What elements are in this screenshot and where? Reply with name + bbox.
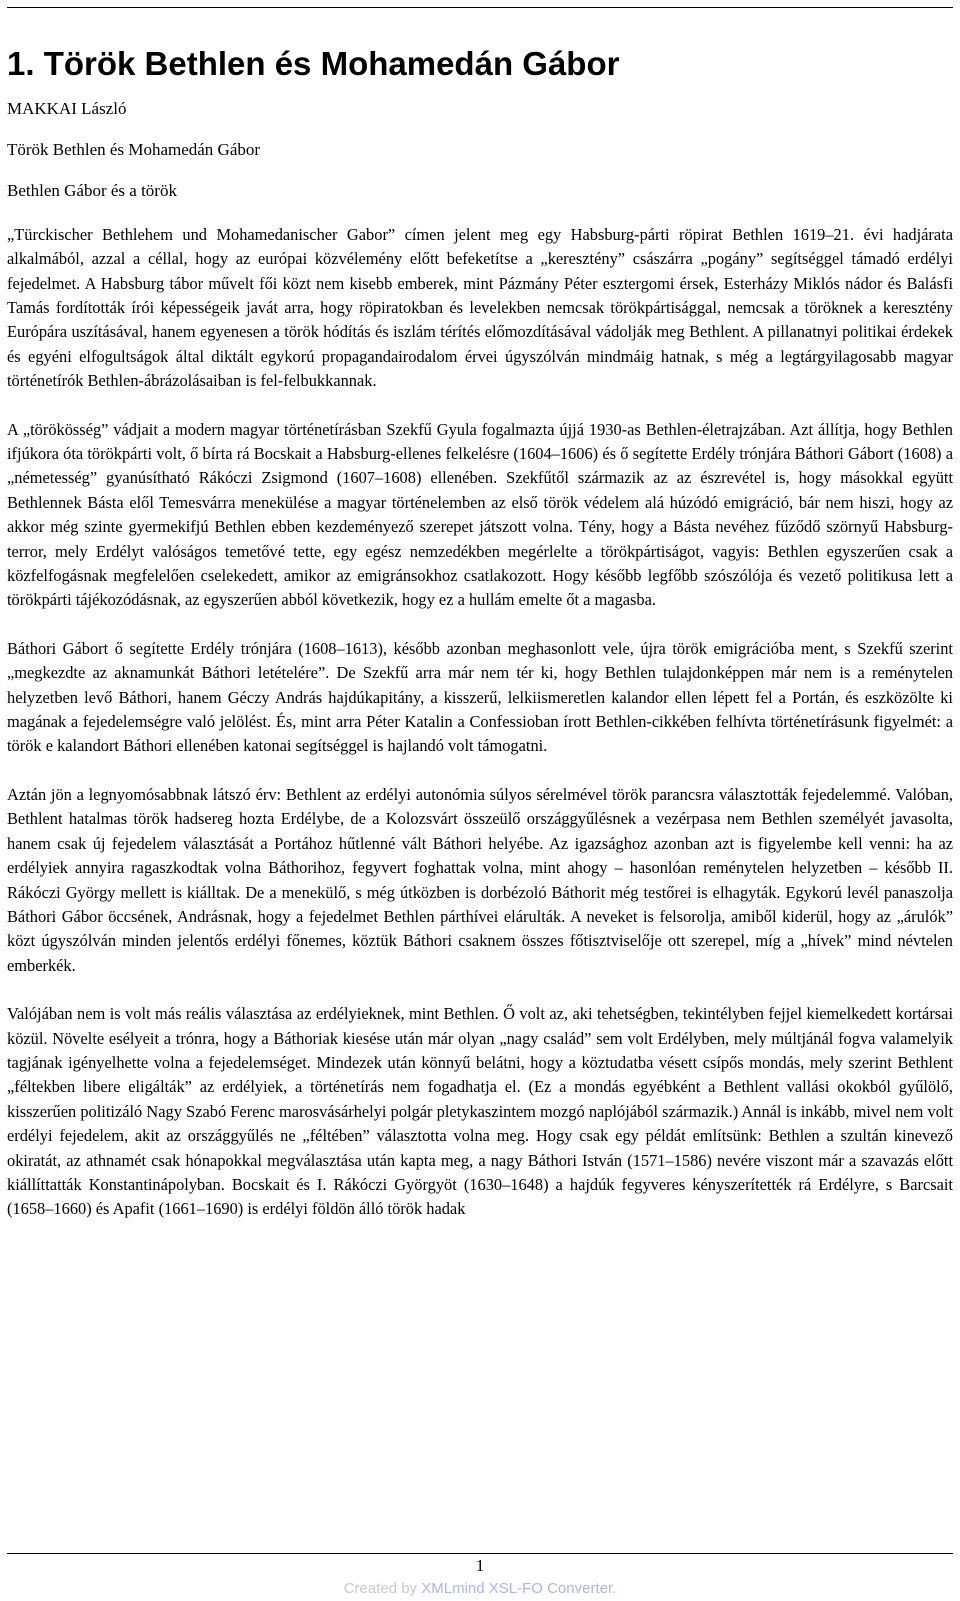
author-line: MAKKAI László: [7, 98, 127, 118]
document-title: 1. Török Bethlen és Mohamedán Gábor: [7, 45, 620, 82]
body-paragraph: „Türckischer Bethlehem und Mohamedanischer Gabor” címen jelent meg egy Habsburg-párti röpirat Bethlen 1619–21. évi hadjárata alkalmából, azzal a céllal, hogy az európai közvélemény előtt befeketítse a „keresztény” császárra „pogány” segítséggel támadó erdélyi fejedelmet. A Habsburg tábor művelt fői közt nem kisebb emberek, mint Pázmány Péter esztergomi érsek, Esterházy Miklós nádor és Balásfi Tamás fordították írói képességeik javát arra, hogy röpiratokban és levelekben nemcsak törökpártisággal, nemcsak a töröknek a keresztény Európára uszításával, hanem egyenesen a török hódítás és iszlám térítés előmozdításával vádolják meg Bethlent. A pillanatnyi politikai érdekek és egyéni elfogultságok által diktált egykorú propagandairodalom érvei úgyszólván mindmáig hatnak, s még a legtárgyilagosabb magyar történetírók Bethlen-ábrázolásaiban is fel-felbukkannak.: [7, 224, 953, 391]
body-paragraph: Báthori Gábort ő segítette Erdély trónjára (1608–1613), később azonban meghasonlott vele, újra török emigrációba ment, s Szekfű szerint „megkezdte az aknamunkát Báthori letételére”. De Szekfű arra már nem tér ki, hogy Bethlen tulajdonképpen már nem is a reménytelen helyzetben levő Báthori, hanem Géczy András hajdúkapitány, a kisszerű, lelkiismeretlen kalandor ellen lépett fel a Portán, és eszközölte ki magának a fejedelemségre való jelölést. És, mint arra Péter Katalin a Confessioban írott Bethlen-cikkében felhívta történetírásunk figyelmét: a török e kalandort Báthori ellenében katonai segítséggel is hajlandó volt támogatni.: [7, 638, 953, 756]
body-paragraph: Valójában nem is volt más reális választása az erdélyieknek, mint Bethlen. Ő volt az, aki tehetségben, tekintélyben fejjel kiemelkedett kortársai közül. Növelte esélyeit a trónra, hogy a Báthoriak kiesése után már olyan „nagy család” sem volt Erdélyben, mely múltjánál fogva valamelyik tagjának igényelhette volna a fejedelemséget. Mindezek után könnyű belátni, hogy a köztudatba vésett csípős mondás, mely szerint Bethlent „féltekben libere eligálták” az erdélyiek, a történetírás nem fogadhatja el. (Ez a mondás egyébként a Bethlent vallási okokból gyűlölő, kisszerűen politizáló Nagy Szabó Ferenc marosvásárhelyi polgár pletykaszintem mozgó naplójából származik.) Annál is inkább, mivel nem volt erdélyi fejedelem, akit az országgyűlés ne „féltében” választotta volna meg. Hogy csak egy példát említsünk: Bethlen a szultán kinevező okiratát, az athnamét csak hónapokkal megválasztása után kapta meg, a nagy Báthori István (1571–1586) nevére viszont már a szavazás előtt kiállíttatták Konstantinápolyban. Bocskait és I. Rákóczi Györgyöt (1630–1648) a hajdúk fegyveres kényszerítették rá Erdélyre, s Barcsait (1658–1660) és Apafit (1661–1690) is erdélyi földön álló török hadak: [7, 1004, 953, 1219]
credit-prefix: Created by: [343, 1580, 422, 1597]
converter-credit: [0, 1580, 960, 1597]
page-number: 1: [475, 1556, 485, 1575]
subtitle-line: Török Bethlen és Mohamedán Gábor: [7, 139, 261, 159]
credit-suffix: .: [612, 1580, 617, 1597]
converter-link[interactable]: XMLmind XSL-FO Converter: [421, 1580, 613, 1597]
body-paragraph: A „törökösség” vádjait a modern magyar történetírásban Szekfű Gyula fogalmazta újjá 1930-as Bethlen-életrajzában. Azt állítja, hogy Bethlen ifjúkora óta törökpárti volt, ő bírta rá Bocskait a Habsburg-ellenes felkelésre (1604–1606) és ő segítette Erdély trónjára Báthori Gábort (1608) a „németesség” gyanúsítható Rákóczi Zsigmond (1607–1608) ellenében. Szekfűtől származik az az észrevétel is, hogy másokkal együtt Bethlennek Básta elől Temesvárra menekülése a magyar történelemben az első török védelem alá húzódó emigráció, bár nem hiszi, hogy az akkor még szinte gyermekifjú Bethlen ebben kezdeményező szerepet játszott volna. Tény, hogy a Básta nevéhez fűződő szörnyű Habsburg-terror, mely Erdélyt valóságos temetővé tette, egy egész nemzedékben megérlelte a törökpártiságot, vagyis: Bethlen egyszerűen csak a közfelfogásnak megfelelően cselekedett, amikor az emigránsokhoz csatlakozott. Hogy később legfőbb szószólója és vezető politikusa lett a törökpárti tájékozódásnak, az egyszerűen abból következik, hogy ez a hullám emelte őt a magasba.: [7, 419, 953, 610]
section-heading: Bethlen Gábor és a török: [7, 181, 177, 201]
footer-rule: [7, 1553, 953, 1554]
top-rule: [7, 7, 953, 8]
body-paragraph: Aztán jön a legnyomósabbnak látszó érv: Bethlent az erdélyi autonómia súlyos sérelmével török parancsra választották fejedelemmé. Valóban, Bethlent hatalmas török hadsereg hozta Erdélybe, de a Kolozsvárt összeülő országgyűlésnek a vezérpasa nem Bethlen személyét javasolta, hanem csak új fejedelem választását a Portához hűtlenné vált Báthori helyébe. Az igazsághoz azonban azt is figyelembe kell venni: ha az erdélyiek annyira ragaszkodtak volna Báthorihoz, fegyvert foghattak volna, mint ahogy – hasonlóan reménytelen helyzetben – később II. Rákóczi György mellett is kiálltak. De a menekülő, s még útközben is dorbézoló Báthorit még testőrei is elhagyták. Egykorú levél panaszolja Báthori Gábor öccsének, Andrásnak, hogy a fejedelmet Bethlen párthívei elárulták. A neveket is felsorolja, amiből kiderül, hogy az „árulók” közt úgyszólván minden jelentős erdélyi főnemes, köztük Báthori csaknem összes főtisztviselője ott szerepel, míg a „hívek” mind névtelen emberkék.: [7, 784, 953, 975]
document-page: [7, 44, 953, 1246]
